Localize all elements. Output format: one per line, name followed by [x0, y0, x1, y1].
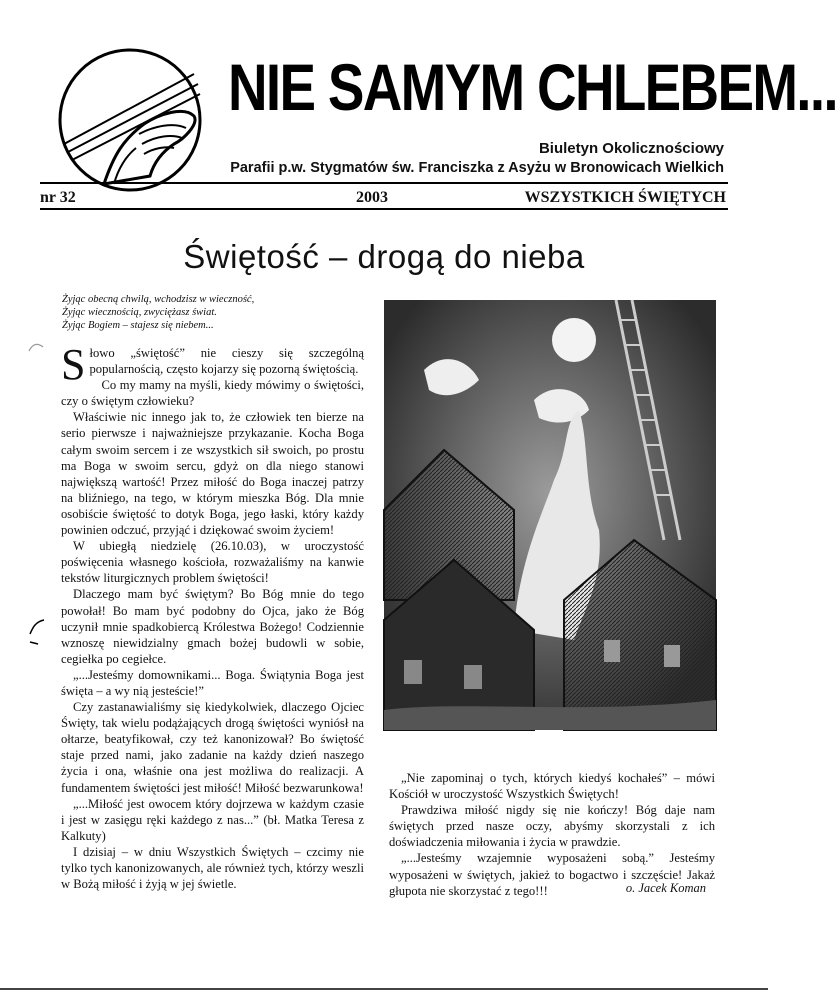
praying-hands-logo-icon [44, 44, 216, 194]
article-author: o. Jacek Koman [625, 881, 706, 895]
paragraph: „Nie zapominaj o tych, których kiedyś kochałeś” – mówi Kościół w uroczystość Wszystkich Świętych! [389, 771, 715, 802]
motto-line: Żyjąc obecną chwilą, wchodzisz w wieczność, [62, 294, 255, 305]
paragraph: „...Jesteśmy domownikami... Boga. Świątynia Boga jest święta – a wy nią jesteście!” [61, 667, 364, 698]
issue-year: 2003 [356, 189, 388, 206]
paragraph: I dzisiaj – w dniu Wszystkich Świętych – czcimy nie tylko tych kanonizowanych, ale również tych, którzy weszli w Bożą miłość i żyją w jej świetle. [61, 844, 364, 892]
header-rule-top [40, 182, 728, 184]
paragraph: Właściwie nic innego jak to, że człowiek ten bierze na serio pierwsze i najważniejsze przykazanie. Kocha Boga całym swoim sercem i ze wszystkich sił swoich, po prostu ma Boga w swoim sercu, gdyż on dla niego stanowi największą wartość! Przez miłość do Boga inaczej patrzy na bliźniego, na tego, w którym mieszka Bóg. Dla mnie osobiście świętość to dotyk Boga, jego łaski, który każdy powinien odczuć, przyjąć i dziękować swoim życiem! [61, 410, 364, 538]
paragraph: Prawdziwa miłość nigdy się nie kończy! Bóg daje nam świętych przed nasze oczy, abyśmy skorzystali z ich doświadczenia miłowania i życia w prawdzie. [389, 803, 715, 850]
masthead-title: NIE SAMYM CHLEBEM... [228, 50, 837, 124]
issue-occasion: WSZYSTKICH ŚWIĘTYCH [524, 189, 726, 206]
paragraph: Co my mamy na myśli, kiedy mówimy o świętości, czy o świętym człowieku? [61, 378, 364, 409]
paragraph: „...Miłość jest owocem który dojrzewa w każdym czasie i jest w zasięgu ręki każdego z nas...” (bł. Matka Teresa z Kalkuty) [61, 796, 364, 843]
article-body-right [389, 770, 715, 899]
paragraph: Dlaczego mam być świętym? Bo Bóg mnie do tego powołał! Bo mam być podobny do Ojca, jako że Bóg uczynił mnie spadkobiercą Królestwa Bożego! Codziennie wznoszę niewidzialny gmach bożej budowli w sobie, cegiełka po cegiełce. [61, 587, 364, 666]
article-body-left [61, 340, 364, 892]
masthead-subtitle-2: Parafii p.w. Stygmatów św. Franciszka z Asyżu w Bronowicach Wielkich [230, 160, 724, 176]
paragraph: Słowo „świętość” nie cieszy się szczególną popularnością, często kojarzy się pozorną świętością. [61, 340, 364, 389]
paragraph: Czy zastanawialiśmy się kiedykolwiek, dlaczego Ojciec Święty, tak wielu podążających drogą świętości wyniósł na ołtarze, beatyfikował, czy też kanonizował? Bo świętość staje przed nami, jako zadanie na każdy dzień naszego życia i ona, właśnie ona jest możliwa do realizacji. A fundamentem świętości jest miłość! Miłość bezwarunkowa! [61, 700, 364, 795]
motto-line: Żyjąc Bogiem – stajesz się niebem... [62, 320, 214, 331]
paragraph: W ubiegłą niedzielę (26.10.03), w uroczystość poświęcenia własnego kościoła, rozważaliśmy na kanwie tekstów liturgicznych problem świętości! [61, 539, 364, 586]
village-angels-painting-icon [384, 300, 716, 730]
motto [62, 293, 362, 332]
issue-number: nr 32 [40, 189, 76, 206]
masthead-subtitle-1: Biuletyn Okolicznościowy [538, 140, 724, 157]
drop-cap: S [61, 340, 86, 389]
motto-line: Żyjąc wiecznością, zwyciężasz świat. [62, 307, 217, 318]
margin-mark-icon [28, 340, 44, 352]
margin-bracket-icon [26, 616, 48, 646]
header-rule-bottom [40, 208, 728, 210]
paragraph: „...Jesteśmy wzajemnie wyposażeni sobą.” Jesteśmy wyposażeni w świętych, jakież to bogactwo i szczęście! Jakaż głupota nie skorzystać z tego!!! [389, 851, 715, 898]
page-bottom-rule [0, 988, 768, 990]
article-title: Świętość – drogą do nieba [183, 238, 585, 275]
